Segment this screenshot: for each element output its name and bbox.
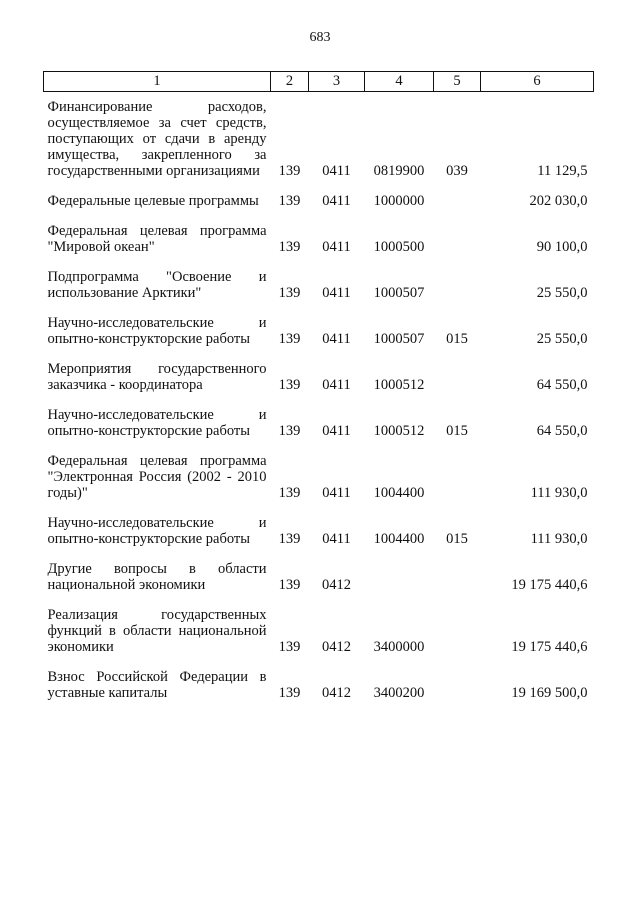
row-admin-code-cell: 139 bbox=[278, 423, 301, 439]
row-admin-code-cell: 139 bbox=[278, 485, 301, 501]
row-name-cell: Научно-исследовательские и опытно-конструкторские работы bbox=[47, 315, 267, 347]
header-cell-3: 3 bbox=[309, 72, 365, 92]
row-admin-code-cell: 139 bbox=[278, 285, 301, 301]
row-amount-cell: 25 550,0 bbox=[536, 331, 588, 347]
row-target-code-cell: 1000507 bbox=[373, 285, 425, 301]
row-expense-type-cell: 015 bbox=[446, 423, 468, 439]
row-amount-cell: 19 169 500,0 bbox=[511, 685, 588, 701]
table-row bbox=[44, 501, 594, 547]
table-row bbox=[44, 179, 594, 209]
row-section-code-cell: 0411 bbox=[322, 423, 351, 439]
row-expense-type-cell bbox=[434, 179, 481, 209]
table-body bbox=[44, 92, 594, 702]
row-amount-cell: 64 550,0 bbox=[536, 377, 588, 393]
row-admin-code-cell: 139 bbox=[278, 193, 301, 209]
row-admin-code-cell: 139 bbox=[278, 163, 301, 179]
row-admin-code-cell: 139 bbox=[278, 331, 301, 347]
table-row bbox=[44, 439, 594, 501]
row-admin-code-cell: 139 bbox=[278, 239, 301, 255]
row-section-code-cell: 0411 bbox=[322, 377, 351, 393]
row-expense-type-cell: 039 bbox=[446, 163, 468, 179]
row-section-code-cell: 0411 bbox=[322, 193, 351, 209]
table-row bbox=[44, 209, 594, 255]
table-row bbox=[44, 393, 594, 439]
row-section-code-cell: 0411 bbox=[322, 531, 351, 547]
row-name-cell: Федеральная целевая программа "Мировой океан" bbox=[47, 223, 267, 255]
row-expense-type-cell bbox=[434, 209, 481, 255]
row-section-code-cell: 0411 bbox=[322, 485, 351, 501]
row-expense-type-cell bbox=[434, 655, 481, 701]
row-name-cell: Реализация государственных функций в области национальной экономики bbox=[47, 607, 267, 655]
row-expense-type-cell bbox=[434, 255, 481, 301]
row-amount-cell: 19 175 440,6 bbox=[511, 639, 588, 655]
budget-table bbox=[43, 71, 594, 701]
row-expense-type-cell bbox=[434, 547, 481, 593]
header-cell-4: 4 bbox=[365, 72, 434, 92]
row-amount-cell: 25 550,0 bbox=[536, 285, 588, 301]
row-name-cell: Финансирование расходов, осуществляемое за счет средств, поступающих от сдачи в аренду имущества, закрепленного за государственными организациями bbox=[47, 99, 267, 179]
row-target-code-cell: 1000512 bbox=[373, 423, 425, 439]
row-expense-type-cell: 015 bbox=[446, 531, 468, 547]
row-expense-type-cell bbox=[434, 593, 481, 655]
header-cell-2: 2 bbox=[271, 72, 309, 92]
row-name-cell: Федеральные целевые программы bbox=[47, 193, 259, 209]
row-name-cell: Другие вопросы в области национальной экономики bbox=[47, 561, 267, 593]
row-expense-type-cell bbox=[434, 347, 481, 393]
row-name-cell: Подпрограмма "Освоение и использование Арктики" bbox=[47, 269, 267, 301]
row-admin-code-cell: 139 bbox=[278, 531, 301, 547]
header-cell-6: 6 bbox=[481, 72, 594, 92]
row-amount-cell: 111 930,0 bbox=[530, 485, 588, 501]
table-row bbox=[44, 301, 594, 347]
header-cell-1: 1 bbox=[44, 72, 271, 92]
table-row bbox=[44, 593, 594, 655]
table-row bbox=[44, 655, 594, 701]
row-amount-cell: 19 175 440,6 bbox=[511, 577, 588, 593]
row-target-code-cell: 0819900 bbox=[373, 163, 425, 179]
row-name-cell: Взнос Российской Федерации в уставные капиталы bbox=[47, 669, 267, 701]
row-target-code-cell: 3400200 bbox=[373, 685, 425, 701]
row-name-cell: Научно-исследовательские и опытно-конструкторские работы bbox=[47, 515, 267, 547]
row-amount-cell: 90 100,0 bbox=[536, 239, 588, 255]
row-amount-cell: 111 930,0 bbox=[530, 531, 588, 547]
table-header bbox=[44, 72, 594, 92]
row-name-cell: Мероприятия государственного заказчика - координатора bbox=[47, 361, 267, 393]
table-row bbox=[44, 547, 594, 593]
row-expense-type-cell bbox=[434, 439, 481, 501]
page-number: 683 bbox=[309, 30, 331, 45]
row-target-code-cell: 3400000 bbox=[373, 639, 425, 655]
row-amount-cell: 11 129,5 bbox=[537, 163, 588, 179]
row-expense-type-cell: 015 bbox=[446, 331, 468, 347]
row-name-cell: Научно-исследовательские и опытно-конструкторские работы bbox=[47, 407, 267, 439]
row-section-code-cell: 0411 bbox=[322, 285, 351, 301]
row-admin-code-cell: 139 bbox=[278, 377, 301, 393]
row-target-code-cell: 1000000 bbox=[373, 193, 425, 209]
row-section-code-cell: 0411 bbox=[322, 331, 351, 347]
row-target-code-cell: 1004400 bbox=[373, 485, 425, 501]
row-section-code-cell: 0412 bbox=[322, 639, 351, 655]
row-admin-code-cell: 139 bbox=[278, 577, 301, 593]
table-row bbox=[44, 92, 594, 180]
header-cell-5: 5 bbox=[434, 72, 481, 92]
row-amount-cell: 202 030,0 bbox=[529, 193, 588, 209]
row-target-code-cell bbox=[365, 547, 434, 593]
row-name-cell: Федеральная целевая программа "Электронная Россия (2002 - 2010 годы)" bbox=[47, 453, 267, 501]
row-section-code-cell: 0411 bbox=[322, 163, 351, 179]
row-section-code-cell: 0411 bbox=[322, 239, 351, 255]
row-admin-code-cell: 139 bbox=[278, 639, 301, 655]
row-target-code-cell: 1004400 bbox=[373, 531, 425, 547]
row-section-code-cell: 0412 bbox=[322, 577, 351, 593]
row-amount-cell: 64 550,0 bbox=[536, 423, 588, 439]
table-row bbox=[44, 255, 594, 301]
row-target-code-cell: 1000500 bbox=[373, 239, 425, 255]
row-target-code-cell: 1000507 bbox=[373, 331, 425, 347]
table-row bbox=[44, 347, 594, 393]
row-section-code-cell: 0412 bbox=[322, 685, 351, 701]
row-target-code-cell: 1000512 bbox=[373, 377, 425, 393]
row-admin-code-cell: 139 bbox=[278, 685, 301, 701]
